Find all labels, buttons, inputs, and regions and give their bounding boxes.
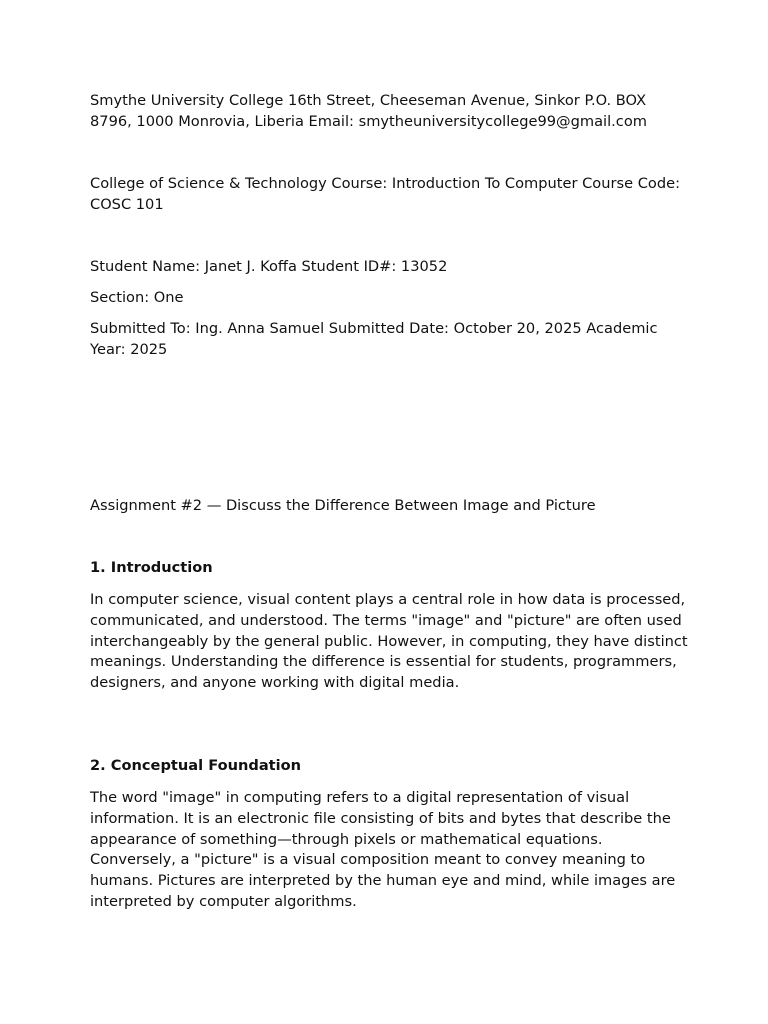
student-name-line: Student Name: Janet J. Koffa Student ID#: 13052 xyxy=(90,258,448,275)
section-heading-introduction: 1. Introduction xyxy=(90,559,213,576)
section-line: Section: One xyxy=(90,289,184,306)
section-body-conceptual-foundation: The word "image" in computing refers to a digital representation of visual information. It is an electronic file consisting of bits and bytes that describe the appearance of something—through pixels or mathematical equations. Conversely, a "picture" is a visual composition meant to convey meaning to humans. Pictures are interpreted by the human eye and mind, while images are interpreted by computer algorithms. xyxy=(90,789,676,910)
institution-address: Smythe University College 16th Street, Cheeseman Avenue, Sinkor P.O. BOX 8796, 1000 Monrovia, Liberia Email: smytheuniversitycollege99@gmail.com xyxy=(90,92,647,130)
assignment-title: Assignment #2 — Discuss the Difference Between Image and Picture xyxy=(90,497,596,514)
section-heading-conceptual-foundation: 2. Conceptual Foundation xyxy=(90,757,302,774)
section-body-introduction: In computer science, visual content plays a central role in how data is processed, communicated, and understood. The terms "image" and "picture" are often used interchangeably by the general public. However, in computing, they have distinct meanings. Understanding the difference is essential for students, programmers, designers, and anyone working with digital media. xyxy=(90,591,688,692)
submission-line: Submitted To: Ing. Anna Samuel Submitted Date: October 20, 2025 Academic Year: 2025 xyxy=(90,320,658,358)
course-info: College of Science & Technology Course: Introduction To Computer Course Code: COSC 101 xyxy=(90,175,680,213)
